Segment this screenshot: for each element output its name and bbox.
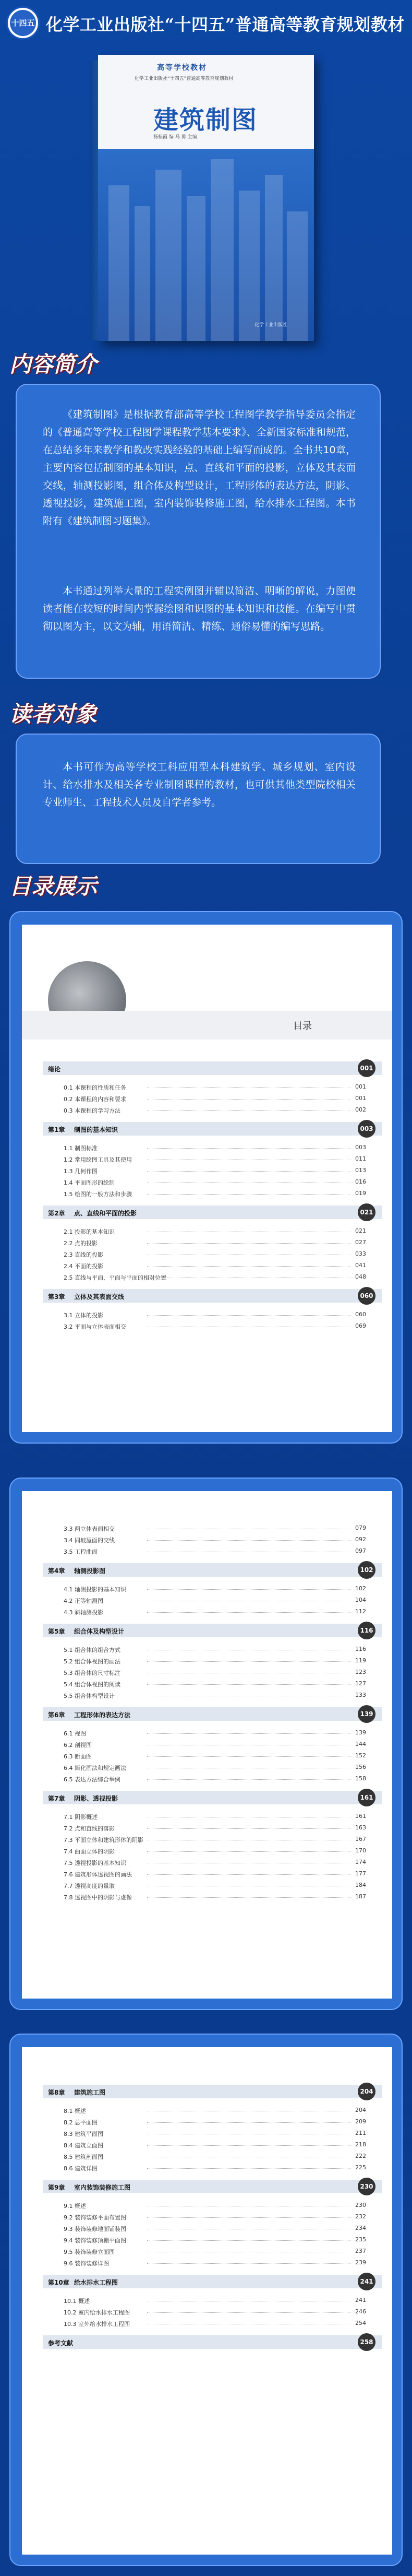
toc-row xyxy=(43,2223,382,2234)
toc-row-page: 246 xyxy=(355,2308,366,2315)
toc-chapter xyxy=(43,1707,382,1721)
toc-row xyxy=(43,1309,382,1320)
toc-chapter-number: 第10章 xyxy=(48,2279,69,2286)
toc-chapter xyxy=(43,1061,382,1075)
toc-row xyxy=(43,2318,382,2329)
toc-frame-2 xyxy=(9,1478,403,2010)
toc-row-page: 174 xyxy=(355,1859,366,1865)
toc-row xyxy=(43,1225,382,1237)
toc-row-page: 152 xyxy=(355,1752,366,1759)
intro-heading: 内容简介 xyxy=(9,351,98,377)
toc-row-label: 7.2 点和直线的落影 xyxy=(64,1825,115,1832)
toc-row-label: 2.5 直线与平面、平面与平面的相对位置 xyxy=(64,1274,166,1281)
toc-row-label: 8.4 建筑立面图 xyxy=(64,2142,103,2149)
toc-row-page: 230 xyxy=(355,2202,366,2208)
toc-row-label: 2.2 点的投影 xyxy=(64,1240,98,1247)
toc-row-leader xyxy=(147,1315,350,1316)
cover-skyline xyxy=(98,149,314,341)
audience-box xyxy=(16,734,381,864)
toc-row xyxy=(43,1667,382,1678)
toc-row xyxy=(43,1165,382,1176)
toc-chapter-page: 204 xyxy=(358,2083,375,2100)
toc-row-label: 6.1 视图 xyxy=(64,1730,86,1737)
toc-row xyxy=(43,1237,382,1248)
toc-row xyxy=(43,1644,382,1655)
toc-row-label: 5.4 组合体视图的阅读 xyxy=(64,1681,120,1688)
toc-row-leader xyxy=(147,1194,350,1195)
intro-box xyxy=(16,384,381,679)
toc-chapter-number: 第5章 xyxy=(48,1628,65,1635)
toc-row-label: 9.1 概述 xyxy=(64,2203,86,2209)
toc-row-page: 019 xyxy=(355,1190,366,1197)
toc-row-label: 4.2 正等轴测图 xyxy=(64,1598,103,1604)
toc-row xyxy=(43,1811,382,1822)
toc-row-label: 9.4 装饰装修顶棚平面图 xyxy=(64,2237,126,2244)
toc-row-page: 204 xyxy=(355,2107,366,2113)
toc-row xyxy=(43,1834,382,1845)
toc-row-label: 6.4 简化画法和规定画法 xyxy=(64,1765,126,1771)
toc-row xyxy=(43,2162,382,2173)
toc-chapter xyxy=(43,1122,382,1136)
toc-chapter-page: 161 xyxy=(358,1789,375,1806)
toc-row-page: 069 xyxy=(355,1322,366,1329)
toc-row-page: 139 xyxy=(355,1729,366,1736)
toc-row-leader xyxy=(147,1266,350,1267)
toc-row-leader xyxy=(147,1171,350,1172)
toc-row xyxy=(43,2246,382,2257)
toc-row-label: 2.4 平面的投影 xyxy=(64,1263,103,1270)
toc-row-label: 7.7 透视高度的量取 xyxy=(64,1883,115,1889)
toc-row-page: 092 xyxy=(355,1536,366,1543)
toc-row-page: 156 xyxy=(355,1764,366,1770)
toc-row-page: 116 xyxy=(355,1646,366,1652)
toc-row-label: 5.5 组合体构型设计 xyxy=(64,1693,115,1699)
toc-chapter-number: 参考文献 xyxy=(48,2339,74,2347)
toc-row xyxy=(43,1606,382,1617)
toc-row-page: 241 xyxy=(355,2297,366,2303)
header-banner xyxy=(0,0,412,47)
toc-row-page: 237 xyxy=(355,2248,366,2254)
toc-row-page: 021 xyxy=(355,1227,366,1234)
toc-row xyxy=(43,1248,382,1260)
toc-row-leader xyxy=(147,1612,350,1613)
toc-row xyxy=(43,2139,382,2150)
toc-row-leader xyxy=(147,1589,350,1590)
toc-row-page: 123 xyxy=(355,1669,366,1675)
toc-row-label: 8.6 建筑详图 xyxy=(64,2165,98,2172)
toc-row xyxy=(43,2257,382,2268)
toc-row-page: 011 xyxy=(355,1155,366,1162)
toc-row-leader xyxy=(147,1874,350,1875)
toc-chapter xyxy=(43,1624,382,1637)
toc-row-page: 177 xyxy=(355,1870,366,1877)
toc-row xyxy=(43,2295,382,2306)
toc-row-leader xyxy=(147,1851,350,1852)
toc-chapter-page: 060 xyxy=(358,1287,375,1305)
toc-chapter-title: 阴影、透视投影 xyxy=(74,1795,118,1802)
cover-series-sub: 化学工业出版社“十四五”普通高等教育规划教材 xyxy=(135,76,234,81)
toc-row-page: 104 xyxy=(355,1597,366,1603)
toc-chapter-number: 第8章 xyxy=(48,2089,65,2096)
toc-row-leader xyxy=(147,1243,350,1244)
toc-row xyxy=(43,1891,382,1903)
toc-row xyxy=(43,2150,382,2162)
toc-chapter-title: 工程形体的表达方法 xyxy=(74,1711,131,1719)
toc-row-page: 234 xyxy=(355,2225,366,2231)
toc-row-leader xyxy=(147,1733,350,1734)
toc-row-leader xyxy=(147,1779,350,1780)
toc-page-1 xyxy=(22,925,392,1432)
toc-row xyxy=(43,2211,382,2223)
toc-row xyxy=(43,2306,382,2318)
toc-row-label: 6.5 表达方法综合举例 xyxy=(64,1776,120,1783)
series-headline: 化学工业出版社“十四五”普通高等教育规划教材 xyxy=(46,15,405,34)
toc-chapter-title: 给水排水工程图 xyxy=(74,2279,118,2286)
toc-row xyxy=(43,1104,382,1116)
toc-row-label: 5.2 组合体视图的画法 xyxy=(64,1658,120,1665)
toc-row-leader xyxy=(147,1148,350,1149)
toc-frame-3 xyxy=(9,2034,403,2566)
toc-row-label: 0.3 本课程的学习方法 xyxy=(64,1107,120,1114)
book-cover xyxy=(98,55,314,341)
toc-chapter-number: 第9章 xyxy=(48,2184,65,2191)
toc-row-page: 211 xyxy=(355,2130,366,2136)
toc-row xyxy=(43,1271,382,1283)
toc-chapter-number: 第1章 xyxy=(48,1126,65,1133)
toc-row-label: 3.2 平面与立体表面相交 xyxy=(64,1324,126,1330)
toc-row-page: 127 xyxy=(355,1680,366,1687)
toc-chapter-number: 第7章 xyxy=(48,1795,65,1802)
toc-page-2 xyxy=(22,1491,392,1999)
toc-row-label: 2.3 直线的投影 xyxy=(64,1251,103,1258)
toc-row-label: 5.1 组合体的组合方式 xyxy=(64,1647,120,1653)
toc-row xyxy=(43,1320,382,1332)
toc-row-page: 209 xyxy=(355,2118,366,2125)
toc-row xyxy=(43,1689,382,1701)
toc-row-leader xyxy=(147,1828,350,1829)
toc-row-page: 225 xyxy=(355,2164,366,2171)
toc-row xyxy=(43,2116,382,2128)
toc-row xyxy=(43,2128,382,2139)
toc-row-label: 9.3 装饰装修地面铺装图 xyxy=(64,2226,126,2232)
toc-row-leader xyxy=(147,1684,350,1685)
toc-chapter-page: 139 xyxy=(358,1705,375,1723)
toc-row xyxy=(43,1176,382,1188)
toc-row-leader xyxy=(147,2217,350,2218)
toc-chapter-page: 021 xyxy=(358,1203,375,1221)
toc-row-leader xyxy=(147,2263,350,2264)
toc-row-leader xyxy=(147,2240,350,2241)
toc-row xyxy=(43,1822,382,1834)
toc-row-page: 001 xyxy=(355,1095,366,1102)
toc-row xyxy=(43,1093,382,1104)
toc-row-leader xyxy=(147,2145,350,2146)
toc-chapter xyxy=(43,1791,382,1804)
toc-row xyxy=(43,2105,382,2116)
toc-row xyxy=(43,1678,382,1689)
cover-publisher: 化学工业出版社 xyxy=(255,323,288,328)
toc-row-label: 8.2 总平面图 xyxy=(64,2119,98,2126)
toc-row xyxy=(43,1845,382,1857)
toc-row-label: 0.2 本课程的内容和要求 xyxy=(64,1096,126,1103)
toc-row-page: 041 xyxy=(355,1262,366,1269)
toc-row xyxy=(43,1545,382,1557)
toc-row xyxy=(43,1188,382,1199)
toc-row-page: 048 xyxy=(355,1273,366,1280)
toc-row xyxy=(43,1857,382,1868)
toc-row-leader xyxy=(147,1897,350,1898)
toc-chapter-title: 制图的基本知识 xyxy=(74,1126,118,1133)
toc-row-leader xyxy=(147,1110,350,1111)
toc-chapter xyxy=(43,1563,382,1577)
toc-chapter xyxy=(43,2085,382,2098)
toc-chapter-title: 立体及其表面交线 xyxy=(74,1293,125,1301)
toc-row-page: 232 xyxy=(355,2213,366,2220)
toc-row-page: 144 xyxy=(355,1741,366,1747)
toc-chapter-title: 组合体及构型设计 xyxy=(74,1628,125,1635)
toc-row xyxy=(43,1583,382,1594)
toc-row-label: 9.2 装饰装修平面布置图 xyxy=(64,2214,126,2221)
toc-row xyxy=(43,1081,382,1093)
toc-row xyxy=(43,1142,382,1153)
toc-row xyxy=(43,1260,382,1271)
toc-row-label: 2.1 投影的基本知识 xyxy=(64,1228,115,1235)
toc-frame-1 xyxy=(9,911,403,1444)
toc-row-label: 7.5 透视投影的基本知识 xyxy=(64,1860,126,1866)
seal-text: 十四五 xyxy=(11,18,35,28)
toc-chapter-page: 116 xyxy=(358,1622,375,1639)
toc-row xyxy=(43,1594,382,1606)
toc-row xyxy=(43,1534,382,1545)
toc-row-label: 1.3 几何作图 xyxy=(64,1168,98,1175)
toc-row-page: 170 xyxy=(355,1847,366,1854)
toc-chapter-page: 258 xyxy=(358,2333,375,2351)
toc-chapter-number: 绪论 xyxy=(48,1066,61,1073)
toc-chapter-number: 第2章 xyxy=(48,1210,65,1217)
toc-row xyxy=(43,1739,382,1750)
toc-row xyxy=(43,2200,382,2211)
toc-row-leader xyxy=(147,1756,350,1757)
toc-chapter xyxy=(43,2335,382,2349)
toc-row-label: 7.6 建筑形体透视图的画法 xyxy=(64,1871,132,1878)
toc-row-page: 163 xyxy=(355,1824,366,1831)
toc-row-page: 161 xyxy=(355,1813,366,1819)
audience-paragraph: 本书可作为高等学校工科应用型本科建筑学、城乡规划、室内设计、给水排水及相关各专业制图课程的教材，也可供其他类型院校相关专业师生、工程技术人员及自学者参考。 xyxy=(43,761,356,808)
toc-chapter-page: 241 xyxy=(358,2273,375,2290)
toc-row-page: 060 xyxy=(355,1311,366,1318)
toc-row-page: 112 xyxy=(355,1608,366,1615)
toc-title: 目录 xyxy=(293,1021,312,1032)
toc-chapter-title: 轴测投影图 xyxy=(74,1567,106,1575)
toc-chapter-title: 室内装饰装修施工图 xyxy=(74,2184,131,2191)
toc-row xyxy=(43,1655,382,1667)
toc-row-page: 013 xyxy=(355,1167,366,1174)
toc-page-3 xyxy=(22,2047,392,2555)
toc-chapter xyxy=(43,2180,382,2193)
toc-row-page: 016 xyxy=(355,1178,366,1185)
toc-row-label: 7.8 透视图中的阴影与虚像 xyxy=(64,1894,132,1901)
toc-chapter-page: 003 xyxy=(358,1120,375,1138)
cover-title: 建筑制图 xyxy=(153,105,258,135)
toc-chapter-title: 建筑施工图 xyxy=(74,2089,106,2096)
toc-row-page: 167 xyxy=(355,1836,366,1842)
toc-row-page: 235 xyxy=(355,2236,366,2243)
toc-row xyxy=(43,1762,382,1773)
toc-row-label: 4.1 轴测投影的基本知识 xyxy=(64,1586,126,1593)
toc-chapter xyxy=(43,2275,382,2288)
toc-row-label: 7.4 曲面立体的阴影 xyxy=(64,1848,115,1855)
toc-row-label: 7.3 平面立体和建筑形体的阴影 xyxy=(64,1837,143,1844)
toc-row-label: 7.1 阴影概述 xyxy=(64,1814,98,1821)
cover-series: 高等学校教材 xyxy=(157,64,207,72)
toc-row-page: 218 xyxy=(355,2141,366,2148)
toc-chapter-page: 102 xyxy=(358,1561,375,1579)
toc-row-label: 6.3 断面图 xyxy=(64,1753,92,1760)
toc-row-leader xyxy=(147,1661,350,1662)
intro-paragraph-2: 本书通过列举大量的工程实例图并辅以简洁、明晰的解说，力图使读者能在较短的时间内掌握绘图和识图的基本知识和技能。在编写中贯彻以图为主，以文为辅，用语简洁、精练、通俗易懂的编写思路。 xyxy=(43,585,356,632)
toc-row-label: 3.3 两立体表面相交 xyxy=(64,1526,115,1532)
toc-row-label: 8.5 建筑剖面图 xyxy=(64,2154,103,2160)
toc-row xyxy=(43,1727,382,1739)
toc-row-page: 102 xyxy=(355,1585,366,1592)
toc-row-page: 133 xyxy=(355,1692,366,1698)
toc-chapter-page: 230 xyxy=(358,2178,375,2195)
catalog-heading: 目录展示 xyxy=(9,873,98,899)
toc-row-leader xyxy=(147,2312,350,2313)
toc-row-page: 003 xyxy=(355,1144,366,1151)
toc-row-label: 0.1 本课程的性质和任务 xyxy=(64,1084,126,1091)
toc-row-page: 187 xyxy=(355,1893,366,1900)
cover-author: 杨桂霞 编 马 勇 主编 xyxy=(153,135,197,140)
toc-row-label: 10.1 概述 xyxy=(64,2298,90,2305)
toc-row-label: 10.2 室内给水排水工程图 xyxy=(64,2309,130,2316)
toc-row-page: 033 xyxy=(355,1250,366,1257)
toc-chapter-number: 第4章 xyxy=(48,1567,65,1575)
toc-row-label: 9.6 装饰装修详图 xyxy=(64,2260,109,2267)
toc-row-label: 8.3 建筑平面图 xyxy=(64,2131,103,2137)
toc-row xyxy=(43,1880,382,1891)
toc-row-label: 3.5 工程曲面 xyxy=(64,1549,98,1555)
toc-row-page: 158 xyxy=(355,1775,366,1782)
toc-row-label: 1.1 制图标准 xyxy=(64,1145,98,1152)
toc-row-label: 4.3 斜轴测投影 xyxy=(64,1609,103,1616)
toc-row xyxy=(43,1750,382,1762)
toc-row-page: 001 xyxy=(355,1083,366,1090)
toc-row-page: 119 xyxy=(355,1657,366,1664)
toc-row-page: 222 xyxy=(355,2153,366,2159)
toc-row-label: 1.5 绘图的一般方法和步骤 xyxy=(64,1191,132,1198)
toc-row-leader xyxy=(147,1540,350,1541)
toc-row xyxy=(43,1153,382,1165)
toc-row-label: 1.2 常用绘图工具及其使用 xyxy=(64,1156,132,1163)
toc-row-label: 6.2 剖视图 xyxy=(64,1742,92,1748)
toc-row-page: 002 xyxy=(355,1106,366,1113)
toc-chapter xyxy=(43,1289,382,1303)
toc-row-page: 097 xyxy=(355,1547,366,1554)
toc-row-page: 027 xyxy=(355,1239,366,1246)
toc-row-label: 3.4 同坡屋面的交线 xyxy=(64,1537,115,1544)
series-seal-icon xyxy=(6,6,40,40)
toc-row-label: 5.3 组合体的尺寸标注 xyxy=(64,1670,120,1676)
toc-row-label: 10.3 室外给水排水工程图 xyxy=(64,2321,130,2327)
toc-row xyxy=(43,1522,382,1534)
toc-row-leader xyxy=(147,2122,350,2123)
toc-chapter xyxy=(43,1206,382,1219)
toc-row-label: 9.5 装饰装修立面图 xyxy=(64,2249,115,2255)
toc-row xyxy=(43,1773,382,1785)
toc-row-page: 254 xyxy=(355,2320,366,2326)
intro-paragraph-1: 《建筑制图》是根据教育部高等学校工程图学教学指导委员会指定的《普通高等学校工程图学课程教学基本要求》、全新国家标准和规范，在总结多年来教学和教改实践经验的基础上编写而成的。全书共10章，主要内容包括制图的基本知识，点、直线和平面的投影，立体及其表面交线，轴测投影图，组合体及构型设计，工程形体的表达方法，阴影、透视投影，建筑施工图，室内装饰装修施工图，给水排水工程图。本书附有《建筑制图习题集》。 xyxy=(43,409,356,527)
toc-row-page: 239 xyxy=(355,2259,366,2266)
toc-row xyxy=(43,2234,382,2246)
toc-row-leader xyxy=(147,2168,350,2169)
toc-chapter-title: 点、直线和平面的投影 xyxy=(74,1210,137,1217)
audience-heading: 读者对象 xyxy=(9,701,98,727)
toc-chapter-page: 001 xyxy=(358,1059,375,1077)
toc-title-band xyxy=(22,1011,392,1039)
toc-row-leader xyxy=(147,1099,350,1100)
toc-chapter-number: 第6章 xyxy=(48,1711,65,1719)
toc-row-page: 184 xyxy=(355,1882,366,1888)
toc-row-page: 079 xyxy=(355,1525,366,1531)
toc-row-label: 1.4 平面图形的绘制 xyxy=(64,1179,115,1186)
toc-row-label: 8.1 概述 xyxy=(64,2108,86,2114)
toc-row xyxy=(43,1868,382,1880)
toc-chapter-number: 第3章 xyxy=(48,1293,65,1301)
toc-row-label: 3.1 立体的投影 xyxy=(64,1312,103,1319)
